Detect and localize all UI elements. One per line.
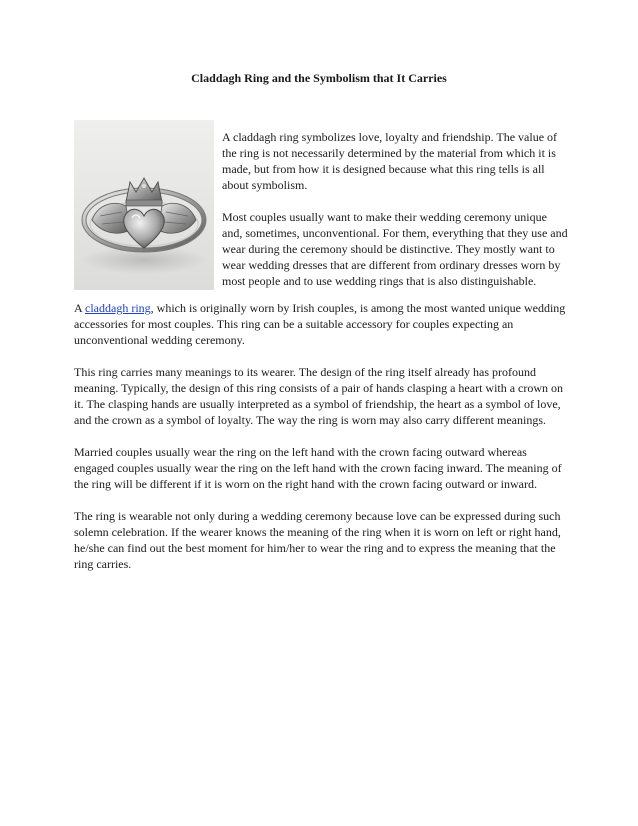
paragraph-text-after-link: , which is originally worn by Irish couples, is among the most wanted unique wedding accessories for most couples. This ring can be a suitable accessory for couples expecting an unconventional wedding ceremony. [74, 301, 566, 347]
paragraph-meanings: This ring carries many meanings to its wearer. The design of the ring itself already has profound meaning. Typically, the design of this ring consists of a pair of hands clasping a heart with a crown on it. The clasping hands are usually interpreted as a symbol of friendship, the heart as a symbol of love, and the crown as a symbol of loyalty. The way the ring is worn may also carry different meanings. [74, 365, 564, 427]
page-title: Claddagh Ring and the Symbolism that It Carries [191, 71, 447, 85]
intro-text-block [222, 129, 568, 305]
paragraph-claddagh-origin [74, 300, 568, 348]
body-text-block [74, 300, 568, 588]
paragraph-wearing: Married couples usually wear the ring on the left hand with the crown facing outward whereas engaged couples usually wear the ring on the left hand with the crown facing inward. The meaning of the ring will be different if it is worn on the right hand with the crown facing outward or inward. [74, 445, 562, 491]
claddagh-ring-link[interactable]: claddagh ring [85, 301, 151, 315]
paragraph-conclusion: The ring is wearable not only during a wedding ceremony because love can be expressed during such solemn celebration. If the wearer knows the meaning of the ring when it is worn on left or right hand, he/she can find out the best moment for him/her to wear the ring and to express the meaning that the ring carries. [74, 509, 561, 571]
intro-paragraph-2: Most couples usually want to make their wedding ceremony unique and, sometimes, unconventional. For them, everything that they use and wear during the ceremony should be distinctive. They mostly want to wear wedding dresses that are different from ordinary dresses worn by most people and to use wedding rings that is also distinguishable. [222, 210, 568, 288]
intro-paragraph-1: A claddagh ring symbolizes love, loyalty and friendship. The value of the ring is not necessarily determined by the material from which it is made, but from how it is designed because what this ring tells is all about symbolism. [222, 130, 558, 192]
claddagh-ring-photo [74, 120, 214, 290]
paragraph-text-before-link: A [74, 301, 86, 315]
